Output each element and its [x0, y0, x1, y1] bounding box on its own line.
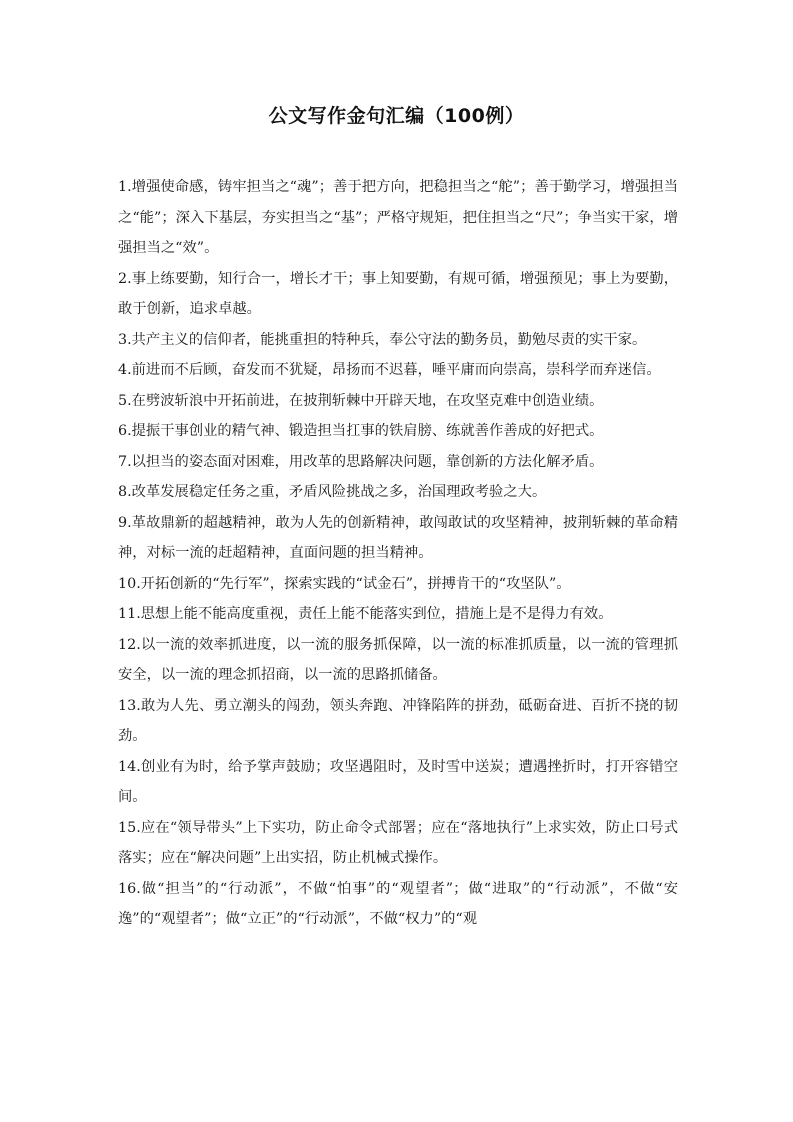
list-item: 16.做“担当”的“行动派”，不做“怕事”的“观望者”；做“进取”的“行动派”，不做“安逸”的“观望者”；做“立正”的“行动派”，不做“权力”的“观 [118, 880, 678, 927]
list-item: 4.前进而不后顾，奋发而不犹疑，昂扬而不迟暮，唾平庸而向崇高，崇科学而弃迷信。 [118, 362, 661, 378]
list-item: 2.事上练要勤，知行合一，增长才干；事上知要勤，有规可循，增强预见；事上为要勤，敢于创新，追求卓越。 [118, 270, 678, 317]
list-item: 1.增强使命感，铸牢担当之“魂”；善于把方向，把稳担当之“舵”；善于勤学习，增强担当之“能”；深入下基层，夯实担当之“基”；严格守规矩，把住担当之“尺”；争当实干家，增强担当之“效”。 [118, 179, 678, 256]
list-item: 6.提振干事创业的精气神、锻造担当扛事的铁肩膀、练就善作善成的好把式。 [118, 423, 604, 439]
list-item: 9.革故鼎新的超越精神，敢为人先的创新精神，敢闯敢试的攻坚精神，披荆斩棘的革命精神，对标一流的赶超精神，直面问题的担当精神。 [118, 514, 678, 561]
list-item: 7.以担当的姿态面对困难，用改革的思路解决问题，靠创新的方法化解矛盾。 [118, 453, 604, 470]
list-item: 5.在劈波斩浪中开拓前进，在披荆斩棘中开辟天地，在攻坚克难中创造业绩。 [118, 392, 604, 409]
page-title: 公文写作金句汇编（100例） [268, 105, 525, 127]
list-item: 8.改革发展稳定任务之重，矛盾风险挑战之多，治国理政考验之大。 [118, 484, 547, 500]
list-item: 13.敢为人先、勇立潮头的闯劲，领头奔跑、冲锋陷阵的拼劲，砥砺奋进、百折不挠的韧劲。 [118, 697, 678, 744]
list-item: 12.以一流的效率抓进度，以一流的服务抓保障，以一流的标准抓质量，以一流的管理抓安全，以一流的理念抓招商，以一流的思路抓储备。 [118, 636, 678, 683]
list-item: 3.共产主义的信仰者，能挑重担的特种兵，奉公守法的勤务员，勤勉尽责的实干家。 [118, 331, 647, 348]
list-item: 14.创业有为时，给予掌声鼓励；攻坚遇阻时，及时雪中送炭；遭遇挫折时，打开容错空间。 [118, 758, 678, 805]
document-body [118, 172, 678, 935]
list-item: 10.开拓创新的“先行军”，探索实践的“试金石”，拼搏肯干的“攻坚队”。 [118, 575, 571, 592]
list-item: 11.思想上能不能高度重视，责任上能不能落实到位，措施上是不是得力有效。 [118, 606, 613, 622]
list-item: 15.应在“领导带头”上下实功，防止命令式部署；应在“落地执行”上求实效，防止口号式落实；应在“解决问题”上出实招，防止机械式操作。 [118, 819, 678, 866]
